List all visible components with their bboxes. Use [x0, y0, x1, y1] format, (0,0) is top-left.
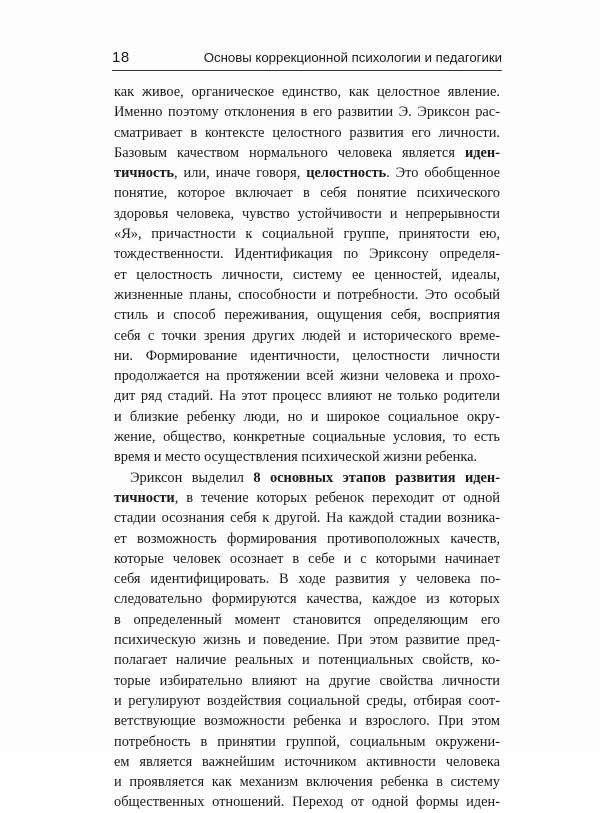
text-line: [114, 529, 500, 549]
text-segment: здоровья человека, чувство устойчивости и непрерывности: [114, 205, 500, 222]
text-segment: ем является важнейшим источником активности человека: [114, 753, 500, 770]
text-line: [114, 82, 500, 102]
text-segment: и регулируют воздействия социальной среды, отбирая соот-: [114, 692, 500, 709]
text-line: [114, 386, 500, 406]
text-line: [114, 468, 500, 488]
text-line: [114, 244, 500, 264]
text-segment: стадии осознания себя к другой. На каждой стадии возника-: [114, 510, 500, 527]
text-segment: которые человек осознает в себе и с которыми начинает: [114, 550, 500, 567]
text-segment: стиль и способ переживания, ощущения себя, восприятия: [114, 307, 500, 324]
page-number: 18: [112, 49, 130, 66]
text-line: [114, 630, 500, 650]
text-segment: Базовым качеством нормального человека является: [114, 144, 465, 161]
text-segment: следовательно формируются качества, каждое из которых: [114, 591, 500, 608]
body-text: [114, 82, 500, 813]
text-line: [114, 589, 500, 609]
text-segment: Эриксон выделил: [130, 469, 254, 486]
text-segment: себя идентифицировать. В ходе развития у человека по-: [114, 571, 500, 588]
text-line: [114, 711, 500, 731]
text-line: [114, 792, 500, 812]
text-line: [114, 366, 500, 386]
text-line: [114, 508, 500, 528]
text-line: [114, 143, 500, 163]
bold-term: тичность: [114, 165, 175, 182]
text-segment: тождественности. Идентификация по Эриксону определя-: [114, 246, 500, 263]
text-segment: торые избирательно влияют на другие свойства личности: [114, 672, 500, 689]
text-line: [114, 671, 500, 691]
text-segment: . Это обобщенное: [386, 165, 500, 182]
text-segment: ет целостность личности, систему ее ценностей, идеалы,: [114, 266, 500, 283]
text-line: [114, 407, 500, 427]
text-line: [114, 752, 500, 772]
text-line: [114, 447, 500, 467]
text-line: [114, 285, 500, 305]
text-line: [114, 102, 500, 122]
text-segment: и близкие ребенку люди, но и широкое социальное окру-: [114, 408, 500, 425]
bold-term: иден-: [464, 144, 500, 161]
text-line: [114, 326, 500, 346]
text-segment: психическую жизнь и поведение. При этом развитие пред-: [114, 632, 500, 649]
text-line: [114, 183, 500, 203]
text-segment: общественных отношений. Переход от одной формы иден-: [114, 794, 500, 811]
text-line: [114, 224, 500, 244]
text-segment: сматривает в контексте целостного развития его личности.: [114, 124, 500, 141]
running-header: [112, 44, 502, 71]
text-segment: Именно поэтому отклонения в его развитии Э. Эриксон рас-: [114, 104, 500, 121]
text-segment: продолжается на протяжении всей жизни человека и прохо-: [114, 368, 500, 385]
text-segment: , или, иначе говоря,: [174, 165, 307, 182]
text-line: [114, 204, 500, 224]
text-line: [114, 569, 500, 589]
text-line: [114, 610, 500, 630]
text-segment: себя с точки зрения других людей и исторического време-: [114, 327, 500, 344]
text-line: [114, 346, 500, 366]
text-line: [114, 305, 500, 325]
text-segment: «Я», причастности к социальной группе, принятости ею,: [114, 226, 500, 243]
text-line: [114, 488, 500, 508]
text-line: [114, 772, 500, 792]
text-segment: и проявляется как механизм включения ребенка в систему: [114, 774, 500, 791]
text-segment: ветствующие возможности ребенка и взрослого. При этом: [114, 713, 500, 730]
text-segment: жизненные планы, способности и потребности. Это особый: [114, 286, 500, 303]
text-segment: потребность в принятии группой, социальным окружени-: [114, 733, 500, 750]
text-segment: как живое, органическое единство, как целостное явление.: [114, 84, 500, 100]
text-segment: время и место осуществления психической жизни ребенка.: [114, 449, 478, 466]
bold-term: 8 основных этапов развития иден-: [253, 469, 500, 486]
text-segment: жение, общество, конкретные социальные условия, то есть: [114, 429, 500, 446]
text-line: [114, 265, 500, 285]
text-segment: ет возможность формирования противоположных качеств,: [114, 530, 500, 547]
text-segment: дит ряд стадий. На этот процесс влияют не только родители: [114, 388, 500, 405]
text-segment: в определенный момент становится определяющим его: [114, 611, 500, 628]
text-segment: понятие, которое включает в себя понятие психического: [114, 185, 500, 202]
text-line: [114, 650, 500, 670]
text-line: [114, 163, 500, 183]
text-segment: полагает наличие реальных и потенциальных свойств, ко-: [114, 652, 500, 669]
bold-term: тичности: [114, 489, 175, 506]
text-segment: ни. Формирование идентичности, целостности личности: [114, 347, 500, 364]
book-title: Основы коррекционной психологии и педагогики: [203, 50, 502, 65]
text-line: [114, 732, 500, 752]
text-line: [114, 549, 500, 569]
text-line: [114, 427, 500, 447]
text-line: [114, 123, 500, 143]
text-line: [114, 691, 500, 711]
text-segment: , в течение которых ребенок переходит от одной: [174, 489, 500, 506]
bold-term: целостность: [306, 165, 387, 182]
